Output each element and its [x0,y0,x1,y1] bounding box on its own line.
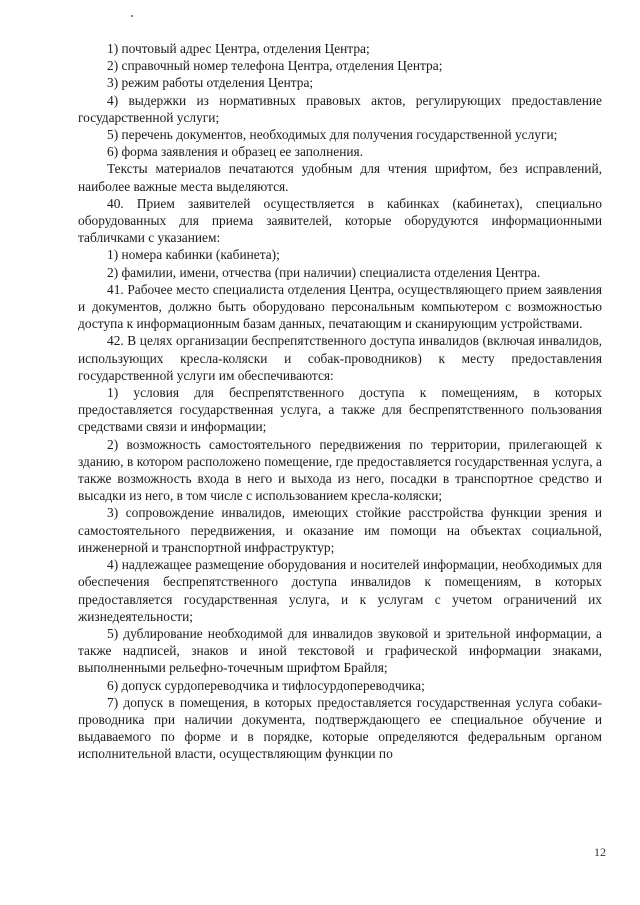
paragraph-40: 40. Прием заявителей осуществляется в кабинках (кабинетах), специально оборудованных для приема заявителей, которые оборудуются информационными табличками с указанием: [78,195,602,246]
paragraph-41: 41. Рабочее место специалиста отделения Центра, осуществляющего прием заявления и документов, должно быть оборудовано персональным компьютером с возможностью доступа к информационным базам данных, печатающим и сканирующим устройствами. [78,281,602,332]
list-item-phone-number: 2) справочный номер телефона Центра, отделения Центра; [107,58,443,74]
list-item-escort: 3) сопровождение инвалидов, имеющих стойкие расстройства функции зрения и самостоятельного передвижения, и оказание им помощи на объектах социальной, инженерной и транспортной инфраструктур; [78,505,602,555]
list-item-specialist-name: 2) фамилии, имени, отчества (при наличии) специалиста отделения Центра. [107,264,541,280]
list-item-postal-address: 1) почтовый адрес Центра, отделения Центра; [107,41,370,56]
list-item-legal-excerpts: 4) выдержки из нормативных правовых актов, регулирующих предоставление государственной услуги; [78,92,602,125]
list-item-document-list: 5) перечень документов, необходимых для получения государственной услуги; [107,127,558,143]
list-item-sign-interpreter: 6) допуск сурдопереводчика и тифлосурдопереводчика; [107,677,425,693]
list-item-booth-number: 1) номера кабинки (кабинета); [107,247,280,263]
scan-speck [131,15,133,17]
list-item-access-conditions: 1) условия для беспрепятственного доступа к помещениям, в которых предоставляется государственная услуга, а также для беспрепятственного пользования средствами связи и информации; [78,385,602,435]
list-item-guide-dog: 7) допуск в помещения, в которых предоставляется государственная услуга собаки-проводника при наличии документа, подтверждающего ее специальное обучение и выдаваемого по форме и в порядке, которые определяются федеральным органом исполнительной власти, осуществляющим функции по [78,694,602,762]
document-body [78,40,602,763]
list-item-movement: 2) возможность самостоятельного передвижения по территории, прилегающей к зданию, в котором расположено помещение, где предоставляется государственная услуга, а также возможность входа в него и выхода из него, посадки в транспортное средство и высадки из него, в том числе с использованием кресла-коляски; [78,436,602,504]
paragraph-print-requirements: Тексты материалов печатаются удобным для чтения шрифтом, без исправлений, наиболее важные места выделяются. [78,161,602,194]
list-item-application-form: 6) форма заявления и образец ее заполнения. [107,144,364,160]
list-item-duplication: 5) дублирование необходимой для инвалидов звуковой и зрительной информации, а также надписей, знаков и иной текстовой и графической информации знаками, выполненными рельефно-точечным шрифтом Брайля; [78,625,602,676]
list-item-equipment-placement: 4) надлежащее размещение оборудования и носителей информации, необходимых для обеспечения беспрепятственного доступа инвалидов к помещениям, в которых предоставляется государственная услуга, и к услугам с учетом ограничений их жизнедеятельности; [78,557,602,624]
page-number: 12 [594,845,606,859]
paragraph-42: 42. В целях организации беспрепятственного доступа инвалидов (включая инвалидов, использующих кресла-коляски и собак-проводников) к месту предоставления государственной услуги им обеспечиваются: [78,333,602,383]
list-item-working-hours: 3) режим работы отделения Центра; [107,75,314,91]
